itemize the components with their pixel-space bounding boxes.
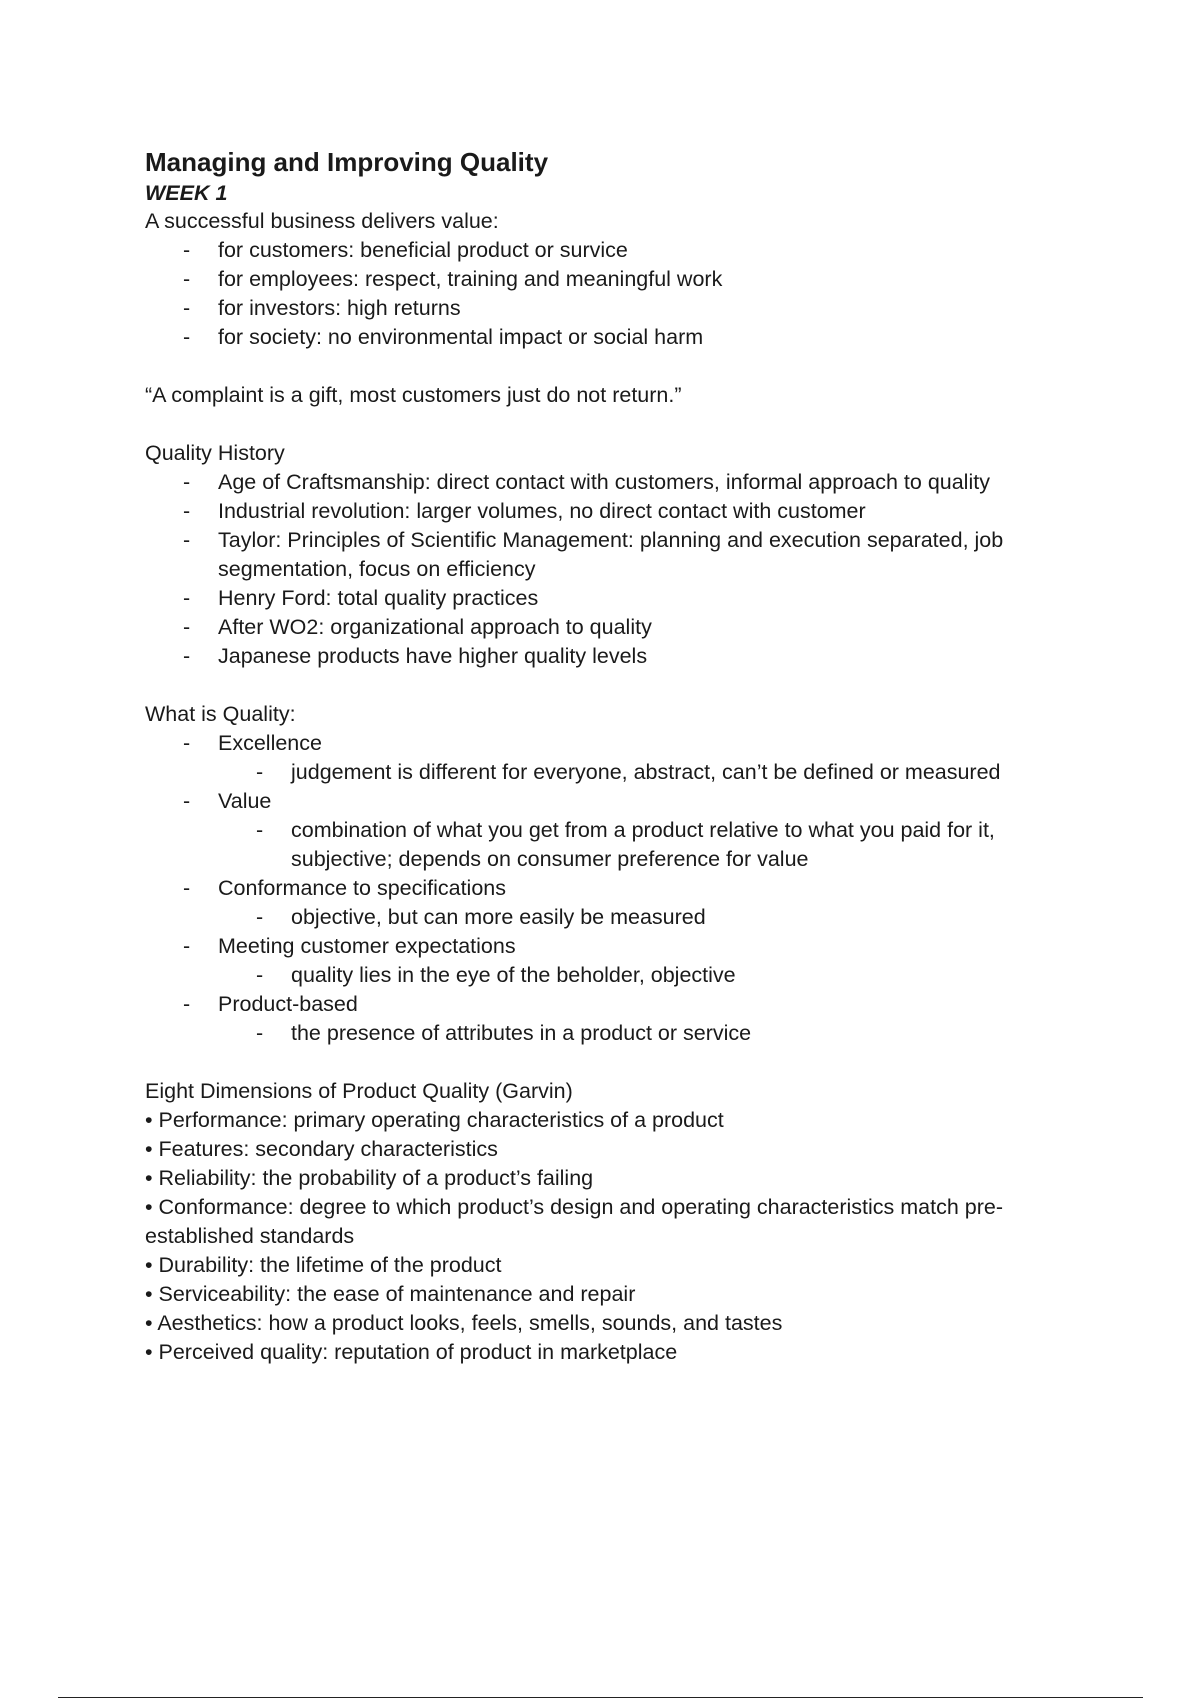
dash-marker: - — [183, 992, 191, 1016]
list-item: - for investors: high returns — [145, 294, 1045, 323]
sub-list-item: - the presence of attributes in a product or service — [218, 1019, 1045, 1048]
list-item: - Henry Ford: total quality practices — [145, 584, 1045, 613]
dash-marker: - — [183, 615, 191, 639]
sub-list — [218, 961, 1045, 990]
intro-text: A successful business delivers value: — [145, 209, 499, 233]
dimension-item: • Conformance: degree to which product’s design and operating characteristics match pre-established standards — [145, 1195, 1004, 1248]
what-list — [145, 729, 1045, 1048]
dash-marker: - — [183, 731, 191, 755]
list-item: - Taylor: Principles of Scientific Management: planning and execution separated, job segmentation, focus on efficiency — [183, 528, 1004, 581]
list-item: - Industrial revolution: larger volumes, no direct contact with customer — [145, 497, 1045, 526]
sub-list — [218, 1019, 1045, 1048]
page-title: Managing and Improving Quality — [145, 147, 549, 177]
history-heading: Quality History — [145, 441, 285, 465]
sub-list-item: - quality lies in the eye of the beholder, objective — [218, 961, 1045, 990]
list-item: - Product-based - the presence of attributes in a product or service — [145, 990, 1045, 1048]
dimension-item: • Perceived quality: reputation of product in marketplace — [145, 1340, 678, 1364]
sub-list-item: - combination of what you get from a product relative to what you paid for it, subjective; depends on consumer preference for value — [256, 818, 995, 871]
dash-marker: - — [183, 586, 191, 610]
spacer — [145, 671, 1045, 700]
week-label: WEEK 1 — [145, 181, 228, 205]
list-item: - for customers: beneficial product or survice — [145, 236, 1045, 265]
dimension-item: • Reliability: the probability of a product’s failing — [145, 1166, 594, 1190]
dash-marker: - — [183, 934, 191, 958]
spacer — [145, 1048, 1045, 1077]
document-page — [145, 145, 1045, 1367]
list-item: - Excellence - judgement is different for everyone, abstract, can’t be defined or measured — [145, 729, 1045, 787]
dash-marker: - — [256, 1021, 264, 1045]
dash-marker: - — [256, 905, 264, 929]
dash-marker: - — [183, 499, 191, 523]
dimension-item: • Features: secondary characteristics — [145, 1137, 498, 1161]
list-item: - Japanese products have higher quality levels — [145, 642, 1045, 671]
dash-marker: - — [256, 760, 264, 784]
dash-marker: - — [183, 238, 191, 262]
sub-list — [218, 758, 1045, 787]
dimensions-heading: Eight Dimensions of Product Quality (Garvin) — [145, 1079, 573, 1103]
dash-marker: - — [183, 876, 191, 900]
sub-list-item: - objective, but can more easily be measured — [218, 903, 1045, 932]
footer-divider — [58, 1697, 1143, 1698]
dash-marker: - — [183, 267, 191, 291]
list-item: - for society: no environmental impact or social harm — [145, 323, 1045, 352]
dimension-item: • Aesthetics: how a product looks, feels, smells, sounds, and tastes — [145, 1311, 783, 1335]
history-list — [145, 468, 1045, 671]
dimension-item: • Performance: primary operating characteristics of a product — [145, 1108, 724, 1132]
quote-text: “A complaint is a gift, most customers just do not return.” — [145, 383, 682, 407]
dash-marker: - — [256, 963, 264, 987]
value-list — [145, 236, 1045, 352]
dash-marker: - — [183, 528, 191, 552]
list-item: - Meeting customer expectations - quality lies in the eye of the beholder, objective — [145, 932, 1045, 990]
dash-marker: - — [183, 644, 191, 668]
dimension-item: • Serviceability: the ease of maintenance and repair — [145, 1282, 636, 1306]
dash-marker: - — [183, 789, 191, 813]
sub-list-item: - judgement is different for everyone, abstract, can’t be defined or measured — [218, 758, 1045, 787]
list-item: - After WO2: organizational approach to quality — [145, 613, 1045, 642]
dash-marker: - — [256, 818, 264, 842]
list-item: - for employees: respect, training and meaningful work — [145, 265, 1045, 294]
list-item: - Age of Craftsmanship: direct contact with customers, informal approach to quality — [145, 468, 1045, 497]
list-item: - Conformance to specifications - objective, but can more easily be measured — [145, 874, 1045, 932]
sub-list — [218, 816, 1045, 874]
dash-marker: - — [183, 296, 191, 320]
sub-list — [218, 903, 1045, 932]
what-heading: What is Quality: — [145, 702, 296, 726]
dimension-item: • Durability: the lifetime of the product — [145, 1253, 502, 1277]
dash-marker: - — [183, 325, 191, 349]
dash-marker: - — [183, 470, 191, 494]
list-item: - Value - combination of what you get from a product relative to what you paid for it, subjective; depends on consumer preference for value — [145, 787, 1045, 874]
spacer — [145, 410, 1045, 439]
spacer — [145, 352, 1045, 381]
